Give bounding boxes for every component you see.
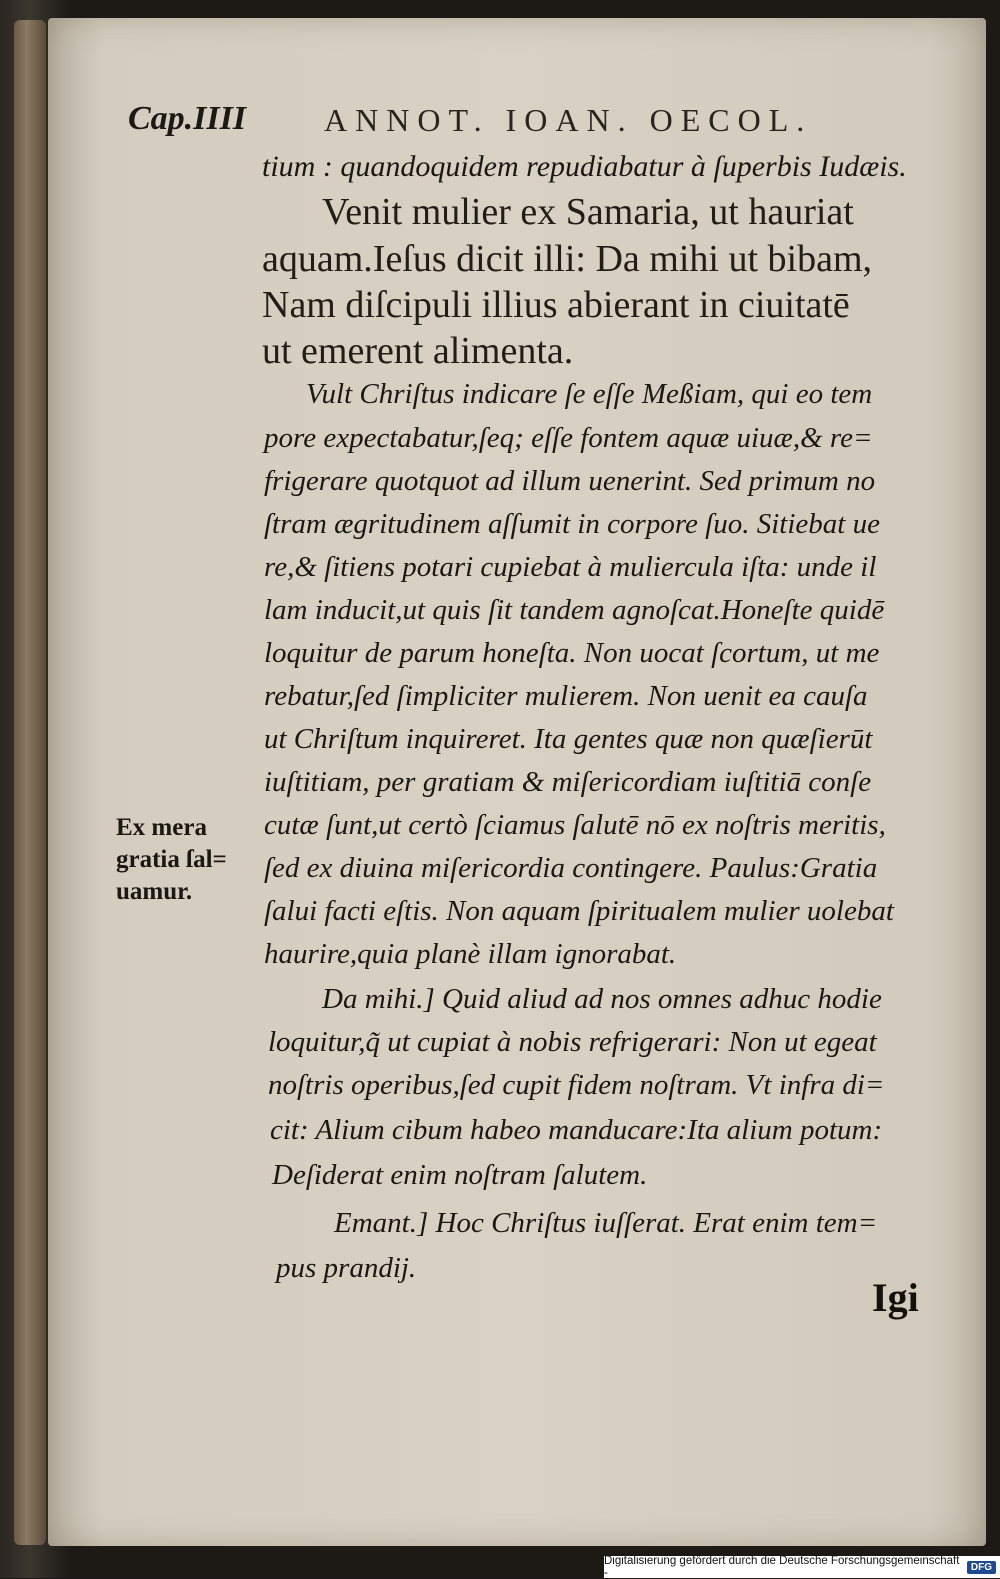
margin-note-line: gratia ſal= (116, 846, 227, 873)
text-line: rebatur,ſed ſimpliciter mulierem. Non uenit ea cauſa (264, 680, 868, 712)
text-line: lam inducit,ut quis ſit tandem agnoſcat.Honeſte quidē (264, 594, 885, 626)
text-line: ſed ex diuina miſericordia contingere. Paulus:Gratia (264, 852, 878, 884)
text-line: frigerare quotquot ad illum uenerint. Sed primum no (264, 465, 876, 497)
catchword: Igi (872, 1275, 919, 1320)
text-line: tium : quandoquidem repudiabatur à ſuperbis Iudæis. (262, 150, 907, 183)
margin-note-line: uamur. (116, 878, 193, 905)
text-line: pore expectabatur,ſeq; eſſe fontem aquæ uiuæ,& re= (264, 422, 873, 454)
dfg-logo: DFG (967, 1561, 996, 1574)
text-line: aquam.Ieſus dicit illi: Da mihi ut bibam, (262, 238, 873, 280)
text-line: Emant.] Hoc Chriſtus iuſſerat. Erat enim tem= (334, 1207, 878, 1239)
running-head (128, 100, 1000, 150)
text-line: Nam diſcipuli illius abierant in ciuitatē (262, 284, 850, 326)
text-line: loquitur de parum honeſta. Non uocat ſcortum, ut me (264, 637, 880, 669)
footer-text: Digitalisierung gefördert durch die Deutsche Forschungsgemeinschaft - (604, 1555, 960, 1579)
text-line: Venit mulier ex Samaria, ut hauriat (322, 191, 854, 233)
text-line: haurire,quia planè illam ignorabat. (264, 938, 677, 970)
text-line: loquitur,q̃ ut cupiat à nobis refrigerari: Non ut egeat (268, 1026, 877, 1058)
text-line: re,& ſitiens potari cupiebat à muliercula iſta: unde il (264, 551, 877, 583)
text-line: noſtris operibus,ſed cupit fidem noſtram. Vt infra di= (268, 1069, 885, 1101)
text-line: Deſiderat enim noſtram ſalutem. (272, 1159, 648, 1191)
text-line: ſtram ægritudinem aſſumit in corpore ſuo. Sitiebat ue (264, 508, 880, 540)
text-line: cutæ ſunt,ut certò ſciamus ſalutē nō ex noſtris meritis, (264, 809, 886, 841)
text-line: iuſtitiam, per gratiam & miſericordiam iuſtitiā conſe (264, 766, 872, 798)
book-spine-edge (14, 20, 46, 1545)
text-line: Da mihi.] Quid aliud ad nos omnes adhuc hodie (322, 983, 882, 1015)
text-line: ut Chriſtum inquireret. Ita gentes quæ non quæſierūt (264, 723, 873, 755)
margin-note-line: Ex mera (116, 814, 207, 841)
text-line: ut emerent alimenta. (262, 330, 574, 372)
text-line: Vult Chriſtus indicare ſe eſſe Meßiam, qui eo tem (306, 378, 873, 410)
text-line: cit: Alium cibum habeo manducare:Ita alium potum: (270, 1114, 883, 1146)
digitization-footer (604, 1556, 1000, 1578)
text-line: ſalui facti eſtis. Non aquam ſpiritualem mulier uolebat (264, 895, 894, 927)
text-line: pus prandij. (276, 1252, 417, 1284)
running-title: ANNOT. IOAN. OECOL. (324, 102, 813, 138)
chapter-label: Cap.IIII (128, 100, 247, 137)
